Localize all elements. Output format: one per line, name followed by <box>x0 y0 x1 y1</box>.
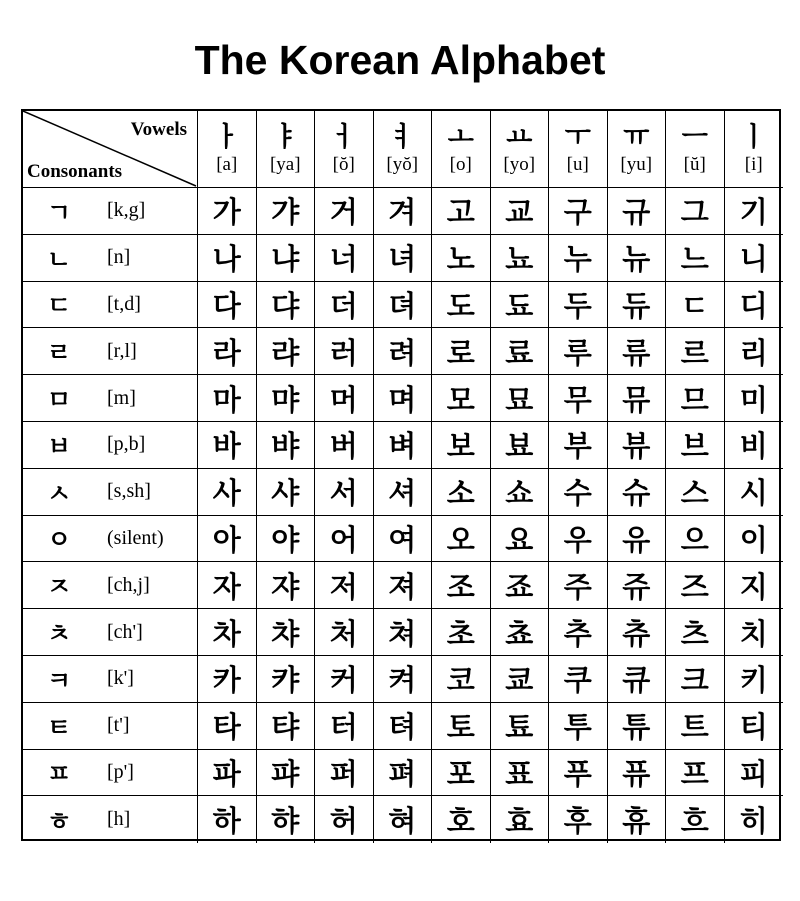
syllable-cell: 도 <box>432 282 491 329</box>
syllable-cell: 쇼 <box>491 469 550 516</box>
syllable-cell: 챠 <box>257 609 316 656</box>
syllable-cell: 샤 <box>257 469 316 516</box>
syllable-cell: 아 <box>198 516 257 563</box>
consonant-jamo: ㄴ <box>47 244 72 274</box>
syllable-cell: 다 <box>198 282 257 329</box>
syllable-cell: 져 <box>374 562 433 609</box>
consonant-jamo: ㅈ <box>47 572 72 602</box>
consonant-jamo: ㅅ <box>47 478 72 508</box>
syllable-cell: 티 <box>725 703 784 750</box>
syllable-cell: 기 <box>725 188 784 235</box>
vowel-jamo: ㅏ <box>213 122 240 153</box>
syllable-cell: 하 <box>198 796 257 843</box>
vowel-jamo: ㅣ <box>740 122 767 153</box>
syllable-cell: 벼 <box>374 422 433 469</box>
syllable-cell: 니 <box>725 235 784 282</box>
consonant-jamo: ㅍ <box>47 759 72 789</box>
vowel-jamo: ㅑ <box>272 122 299 153</box>
syllable-cell: 마 <box>198 375 257 422</box>
syllable-cell: 며 <box>374 375 433 422</box>
syllable-cell: 푸 <box>549 750 608 797</box>
syllable-cell: 므 <box>666 375 725 422</box>
syllable-cell: 브 <box>666 422 725 469</box>
consonant-jamo: ㅂ <box>47 431 72 461</box>
syllable-cell: 가 <box>198 188 257 235</box>
syllable-cell: 추 <box>549 609 608 656</box>
syllable-cell: 사 <box>198 469 257 516</box>
syllable-cell: 쥬 <box>608 562 667 609</box>
consonant-romanization: [s,sh] <box>107 480 151 503</box>
syllable-cell: 쳐 <box>374 609 433 656</box>
vowel-romanization: [u] <box>566 154 589 175</box>
vowel-jamo: ㅜ <box>564 122 591 153</box>
consonant-header <box>23 282 198 329</box>
syllable-cell: 머 <box>315 375 374 422</box>
vowel-header <box>608 111 667 188</box>
vowel-jamo: ㅓ <box>330 122 357 153</box>
syllable-cell: 무 <box>549 375 608 422</box>
syllable-cell: 저 <box>315 562 374 609</box>
consonant-jamo: ㄹ <box>47 338 72 368</box>
syllable-cell: 우 <box>549 516 608 563</box>
syllable-cell: 루 <box>549 328 608 375</box>
syllable-cell: 죠 <box>491 562 550 609</box>
consonant-romanization: [k,g] <box>107 199 146 222</box>
syllable-cell: 즈 <box>666 562 725 609</box>
consonant-romanization: [p'] <box>107 760 134 783</box>
consonant-romanization: [p,b] <box>107 433 146 456</box>
syllable-cell: 퓨 <box>608 750 667 797</box>
vowel-romanization: [ya] <box>269 154 301 175</box>
syllable-cell: ㄷ <box>666 282 725 329</box>
syllable-cell: 조 <box>432 562 491 609</box>
syllable-cell: 거 <box>315 188 374 235</box>
consonant-jamo: ㅇ <box>47 525 72 555</box>
syllable-cell: 보 <box>432 422 491 469</box>
consonant-jamo: ㄷ <box>47 291 72 321</box>
syllable-cell: 히 <box>739 804 768 839</box>
syllable-cell: 초 <box>432 609 491 656</box>
syllable-cell: 녀 <box>374 235 433 282</box>
syllable-cell: 켜 <box>374 656 433 703</box>
syllable-cell: 튜 <box>608 703 667 750</box>
syllable-cell: 랴 <box>257 328 316 375</box>
syllable-cell: 호 <box>432 796 491 843</box>
syllable-cell: 처 <box>315 609 374 656</box>
syllable-cell: 큐 <box>608 656 667 703</box>
syllable-cell: 수 <box>549 469 608 516</box>
syllable-cell: 흐 <box>666 796 725 843</box>
syllable-cell: 여 <box>374 516 433 563</box>
syllable-cell: 리 <box>725 328 784 375</box>
syllable-cell: 터 <box>315 703 374 750</box>
syllable-cell: 먀 <box>257 375 316 422</box>
syllable-cell: 더 <box>315 282 374 329</box>
consonant-header <box>23 516 198 563</box>
syllable-cell: 댜 <box>257 282 316 329</box>
syllable-cell: 뎌 <box>374 282 433 329</box>
syllable-cell: 셔 <box>374 469 433 516</box>
syllable-cell: 소 <box>432 469 491 516</box>
syllable-cell: 스 <box>666 469 725 516</box>
consonant-romanization: [t,d] <box>107 292 141 315</box>
syllable-cell: 너 <box>315 235 374 282</box>
vowel-jamo: ㅠ <box>623 122 650 153</box>
syllable-cell: 요 <box>491 516 550 563</box>
syllable-cell: 퍼 <box>315 750 374 797</box>
syllable-cell: 고 <box>432 188 491 235</box>
table-corner-header <box>23 111 198 188</box>
syllable-cell: 쿄 <box>491 656 550 703</box>
vowel-header <box>725 111 784 188</box>
syllable-cell: 캬 <box>257 656 316 703</box>
vowel-romanization: [ŭ] <box>683 154 706 175</box>
syllable-cell: 어 <box>315 516 374 563</box>
syllable-cell: 허 <box>315 796 374 843</box>
syllable-cell: 주 <box>549 562 608 609</box>
syllable-cell: 겨 <box>374 188 433 235</box>
syllable-cell: 쿠 <box>549 656 608 703</box>
consonant-romanization: [t'] <box>107 714 130 737</box>
syllable-cell: 타 <box>198 703 257 750</box>
syllable-cell: 뱌 <box>257 422 316 469</box>
syllable-cell: 탸 <box>257 703 316 750</box>
syllable-cell: 류 <box>608 328 667 375</box>
syllable-cell: 툐 <box>491 703 550 750</box>
consonant-header <box>23 703 198 750</box>
syllable-cell: 비 <box>725 422 784 469</box>
syllable-cell: 쵸 <box>491 609 550 656</box>
vowel-romanization: [yu] <box>620 154 653 175</box>
syllable-cell: 로 <box>432 328 491 375</box>
syllable-cell: 모 <box>432 375 491 422</box>
syllable-cell: 뵤 <box>491 422 550 469</box>
syllable-cell: 츠 <box>666 609 725 656</box>
syllable-cell: 려 <box>374 328 433 375</box>
syllable-cell: 디 <box>725 282 784 329</box>
syllable-cell: 이 <box>725 516 784 563</box>
syllable-cell: 라 <box>198 328 257 375</box>
consonant-header <box>23 609 198 656</box>
consonant-header <box>23 796 198 843</box>
syllable-cell: 키 <box>725 656 784 703</box>
syllable-cell: 슈 <box>608 469 667 516</box>
syllable-cell: 서 <box>315 469 374 516</box>
syllable-cell: 표 <box>491 750 550 797</box>
syllable-cell: 냐 <box>257 235 316 282</box>
syllable-cell: 뇨 <box>491 235 550 282</box>
syllable-cell: 토 <box>432 703 491 750</box>
consonant-header <box>23 235 198 282</box>
vowel-header <box>374 111 433 188</box>
vowel-jamo: ㅡ <box>681 122 708 153</box>
vowel-header <box>315 111 374 188</box>
syllable-cell: 으 <box>666 516 725 563</box>
consonant-romanization: (silent) <box>107 526 164 549</box>
consonant-header <box>23 562 198 609</box>
consonant-header <box>23 469 198 516</box>
syllable-cell: 누 <box>549 235 608 282</box>
vowel-romanization: [ŏ] <box>332 154 355 175</box>
consonant-romanization: [n] <box>107 246 131 269</box>
vowel-header <box>666 111 725 188</box>
syllable-cell: 야 <box>257 516 316 563</box>
vowel-jamo: ㅕ <box>389 122 416 153</box>
syllable-cell: 료 <box>491 328 550 375</box>
syllable-cell: 휴 <box>608 796 667 843</box>
syllable-cell: 규 <box>608 188 667 235</box>
consonant-header <box>23 422 198 469</box>
vowel-header <box>257 111 316 188</box>
syllable-cell: 미 <box>725 375 784 422</box>
vowel-header <box>549 111 608 188</box>
syllable-cell: 됴 <box>491 282 550 329</box>
consonant-jamo: ㅊ <box>47 619 72 649</box>
vowel-romanization: [o] <box>449 154 472 175</box>
consonant-romanization: [k'] <box>107 667 134 690</box>
syllable-cell: 피 <box>725 750 784 797</box>
consonant-header <box>23 656 198 703</box>
vowel-header <box>491 111 550 188</box>
syllable-cell: 트 <box>666 703 725 750</box>
syllable-cell: 교 <box>491 188 550 235</box>
syllable-cell: 구 <box>549 188 608 235</box>
syllable-cell: 효 <box>491 796 550 843</box>
syllable-cell: 포 <box>432 750 491 797</box>
syllable-cell: 차 <box>198 609 257 656</box>
consonant-header <box>23 750 198 797</box>
syllable-cell: 프 <box>666 750 725 797</box>
consonant-jamo: ㅁ <box>47 385 72 415</box>
vowel-jamo: ㅗ <box>447 122 474 153</box>
syllable-cell: 크 <box>666 656 725 703</box>
syllable-cell: 후 <box>549 796 608 843</box>
syllable-cell: 카 <box>198 656 257 703</box>
syllable-cell: 파 <box>198 750 257 797</box>
syllable-cell: 버 <box>315 422 374 469</box>
consonant-header <box>23 188 198 235</box>
alphabet-table <box>21 109 781 841</box>
consonant-header <box>23 375 198 422</box>
syllable-cell: 부 <box>549 422 608 469</box>
syllable-cell: 츄 <box>608 609 667 656</box>
syllable-cell: 바 <box>198 422 257 469</box>
syllable-cell: 뉴 <box>608 235 667 282</box>
vowels-label: Vowels <box>130 119 187 140</box>
consonant-jamo: ㄱ <box>47 197 72 227</box>
syllable-cell: 지 <box>725 562 784 609</box>
syllable-cell: 뮤 <box>608 375 667 422</box>
vowel-jamo: ㅛ <box>506 122 533 153</box>
syllable-cell: 햐 <box>257 796 316 843</box>
syllable-cell: 그 <box>666 188 725 235</box>
syllable-cell: 펴 <box>374 750 433 797</box>
vowel-romanization: [yŏ] <box>386 154 419 175</box>
vowel-romanization: [a] <box>216 154 238 175</box>
syllable-cell: 갸 <box>257 188 316 235</box>
vowel-header <box>198 111 257 188</box>
consonant-jamo: ㅌ <box>47 712 72 742</box>
syllable-cell: 묘 <box>491 375 550 422</box>
syllable-cell: 노 <box>432 235 491 282</box>
consonants-label: Consonants <box>27 161 123 182</box>
syllable-cell: 코 <box>432 656 491 703</box>
syllable-cell: 르 <box>666 328 725 375</box>
vowel-romanization: [i] <box>744 154 763 175</box>
consonant-header <box>23 328 198 375</box>
syllable-cell: 투 <box>549 703 608 750</box>
syllable-cell: 듀 <box>608 282 667 329</box>
consonant-romanization: [ch'] <box>107 620 143 643</box>
syllable-cell: 러 <box>315 328 374 375</box>
consonant-romanization: [ch,j] <box>107 573 150 596</box>
syllable-cell: 느 <box>666 235 725 282</box>
syllable-cell: 두 <box>549 282 608 329</box>
syllable-cell: 커 <box>315 656 374 703</box>
vowel-romanization: [yo] <box>503 154 536 175</box>
syllable-cell: 오 <box>432 516 491 563</box>
syllable-cell: 치 <box>725 609 784 656</box>
syllable-cell: 유 <box>608 516 667 563</box>
syllable-cell: 혀 <box>374 796 433 843</box>
syllable-cell: 시 <box>725 469 784 516</box>
syllable-cell: 뷰 <box>608 422 667 469</box>
syllable-cell: 자 <box>198 562 257 609</box>
consonant-jamo: ㅋ <box>47 665 72 695</box>
page-title: The Korean Alphabet <box>194 37 606 83</box>
consonant-romanization: [r,l] <box>107 339 137 362</box>
vowel-header <box>432 111 491 188</box>
consonant-romanization: [m] <box>107 386 136 409</box>
syllable-cell: 퍄 <box>257 750 316 797</box>
consonant-jamo: ㅎ <box>47 806 72 836</box>
syllable-cell: 쟈 <box>257 562 316 609</box>
syllable-cell: 텨 <box>374 703 433 750</box>
syllable-cell: 나 <box>198 235 257 282</box>
consonant-romanization: [h] <box>107 808 131 831</box>
